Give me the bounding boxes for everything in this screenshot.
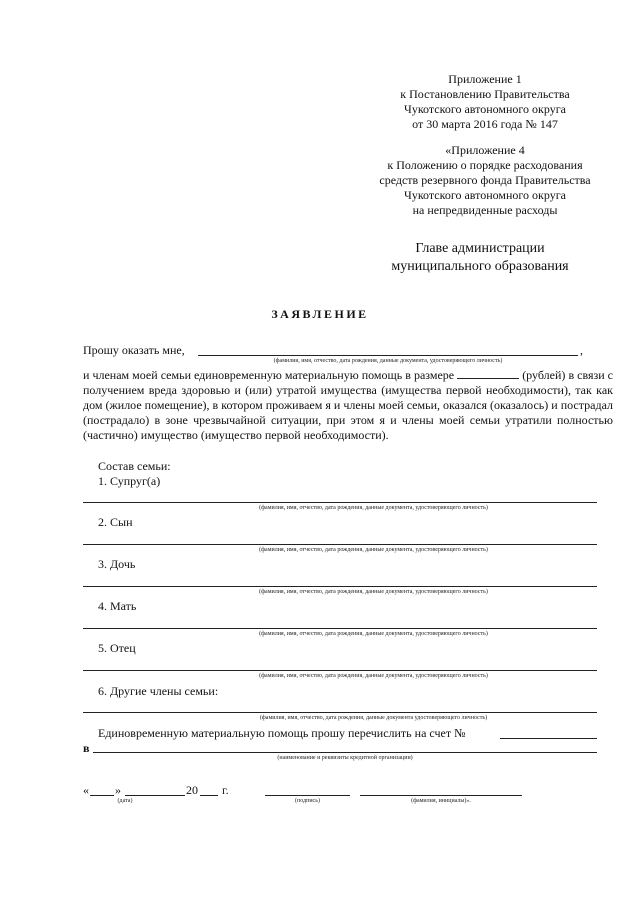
family-member-field[interactable] <box>83 586 597 587</box>
addressee <box>330 240 630 276</box>
appendix-4-line: «Приложение 4 <box>445 143 525 157</box>
family-member-label: 4. Мать <box>98 599 137 613</box>
year-prefix: 20 <box>186 783 198 797</box>
appendix-1-line: Приложение 1 <box>448 72 522 86</box>
paragraph-text-end: (рублей) в связи с получением вреда здоровью и (или) утратой имущества (имущества первой необходимости), так как дом (жилое помещение), в котором проживаем я и члены моей семьи, оказался (оказалось) и пострадал (пострадало) в зоне чрезвычайной ситуации, при этом я и члены моей семьи утратили полностью (частично) имущество (имущество первой необходимости). <box>83 368 614 442</box>
family-member-field[interactable] <box>83 712 597 713</box>
date-close-quote: » <box>115 783 121 797</box>
signature-field[interactable] <box>265 795 350 796</box>
addressee-line: муниципального образования <box>391 259 569 274</box>
full-name-field[interactable] <box>360 795 522 796</box>
family-member-label: 6. Другие члены семьи: <box>98 684 219 698</box>
appendix-4-header <box>340 143 630 218</box>
family-member-field[interactable] <box>83 628 597 629</box>
document-title: ЗАЯВЛЕНИЕ <box>271 307 369 321</box>
date-day-field[interactable] <box>90 795 114 796</box>
appendix-1-header <box>340 72 630 132</box>
account-number-field[interactable] <box>500 738 597 739</box>
date-year-field[interactable] <box>200 795 218 796</box>
bank-prefix: в <box>83 741 90 755</box>
family-member-label: 5. Отец <box>98 641 136 655</box>
family-member-label: 2. Сын <box>98 515 133 529</box>
appendix-4-line: к Положению о порядке расходования <box>387 158 583 172</box>
family-heading: Состав семьи: <box>98 459 171 473</box>
amount-field[interactable] <box>457 367 519 379</box>
signature-caption: (подпись) <box>295 798 320 804</box>
family-member-caption: (фамилия, имя, отчество, дата рождения, данные документа, удостоверяющего личность) <box>259 547 488 553</box>
family-member-field[interactable] <box>83 502 597 503</box>
year-suffix: г. <box>222 783 229 797</box>
bank-details-caption: (наименование и реквизиты кредитной организации) <box>277 755 413 761</box>
date-month-field[interactable] <box>125 795 185 796</box>
family-member-field[interactable] <box>83 544 597 545</box>
appendix-4-line: Чукотского автономного округа <box>404 188 566 202</box>
full-name-caption: (фамилия, инициалы)». <box>411 798 471 804</box>
appendix-1-line: от 30 марта 2016 года № 147 <box>412 117 558 131</box>
paragraph-text-start: и членам моей семьи единовременную материальную помощь в размере <box>83 368 455 382</box>
date-caption: (дата) <box>117 798 133 804</box>
family-member-caption: (фамилия, имя, отчество, дата рождения, данные документа, удостоверяющего личность) <box>259 589 488 595</box>
family-member-caption: (фамилия, имя, отчество, дата рождения, данные документа, удостоверяющего личность) <box>259 505 488 511</box>
request-comma: , <box>580 343 583 357</box>
family-member-label: 1. Супруг(а) <box>98 474 161 488</box>
family-member-caption: (фамилия, имя, отчество, дата рождения, данные документа, удостоверяющего личность) <box>259 673 488 679</box>
appendix-4-line: на непредвиденные расходы <box>412 203 558 217</box>
appendix-1-line: к Постановлению Правительства <box>400 87 570 101</box>
bank-details-field[interactable] <box>93 752 597 753</box>
addressee-line: Главе администрации <box>415 241 545 256</box>
applicant-name-field[interactable] <box>198 355 578 356</box>
request-prefix: Прошу оказать мне, <box>83 343 185 357</box>
appendix-4-line: средств резервного фонда Правительства <box>379 173 591 187</box>
applicant-name-caption: (фамилия, имя, отчество, дата рождения, данные документа, удостоверяющего личность) <box>273 358 503 364</box>
account-text: Единовременную материальную помощь прошу перечислить на счет № <box>98 726 466 740</box>
family-member-field[interactable] <box>83 670 597 671</box>
date-open-quote: « <box>83 783 89 797</box>
family-member-caption: (фамилия, имя, отчество, дата рождения, данные документа, удостоверяющего личность) <box>259 631 488 637</box>
family-member-label: 3. Дочь <box>98 557 136 571</box>
request-paragraph <box>83 367 613 443</box>
appendix-1-line: Чукотского автономного округа <box>404 102 566 116</box>
family-member-caption: (фамилия, имя, отчество, дата рождения, данные документа удостоверяющего личность) <box>259 715 488 721</box>
